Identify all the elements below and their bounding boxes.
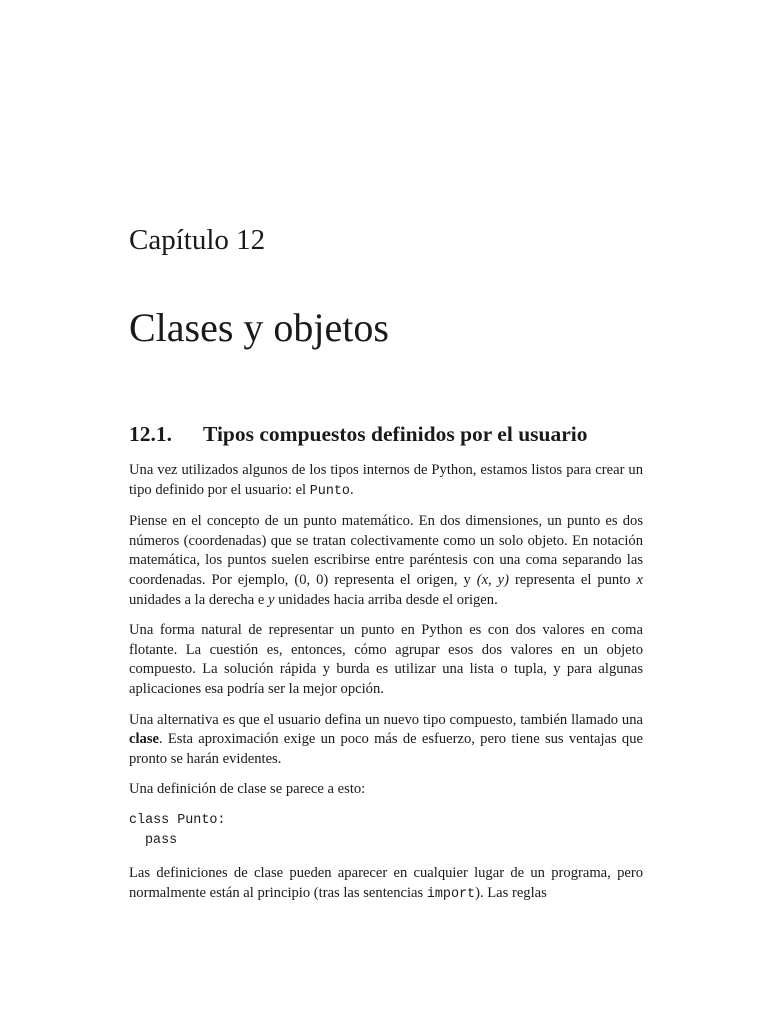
inline-code-punto: Punto: [309, 483, 350, 499]
paragraph-class-definition-intro: [129, 780, 643, 800]
section-title: Tipos compuestos definidos por el usuario: [203, 422, 588, 446]
text-run: . Esta aproximación exige un poco más de esfuerzo, pero tiene sus ventajas que pronto se harán evidentes.: [129, 731, 643, 767]
section-heading: [129, 419, 588, 449]
paragraph-representation: [129, 621, 643, 699]
text-run: ). Las reglas: [475, 884, 547, 901]
math-origin: (0, 0): [294, 571, 329, 588]
math-x: x: [636, 571, 643, 588]
text-run: Una alternativa es que el usuario defina un nuevo tipo compuesto, también llamado una: [129, 711, 643, 728]
paragraph-class-placement: [129, 864, 643, 904]
text-run: Una vez utilizados algunos de los tipos internos de Python, estamos listos para crear un tipo definido por el usuario: el: [129, 462, 643, 498]
paragraph-intro: [129, 461, 643, 501]
paragraph-point-concept: [129, 512, 643, 610]
code-line: class Punto:: [129, 812, 226, 828]
section-number: 12.1.: [129, 422, 172, 446]
text-run: representa el origen, y: [328, 571, 477, 588]
term-clase: clase: [129, 731, 159, 748]
paragraph-class-alternative: [129, 711, 643, 770]
text-run: unidades hacia arriba desde el origen.: [274, 591, 498, 608]
code-line: pass: [145, 832, 178, 848]
math-y: y: [267, 591, 275, 608]
text-run: Una forma natural de representar un punto en Python es con dos valores en coma flotante. La cuestión es, entonces, cómo agrupar esos dos valores en un objeto compuesto. La solución rápida y burda es utilizar una lista o tupla, y para algunas aplicaciones esa podría ser la mejor opción.: [129, 622, 643, 697]
text-run: Piense en el concepto de un punto matemático. En dos dimensiones, un punto es dos números (coordenadas) que se tratan colectivamente como un solo objeto. En notación matemática, los puntos suelen escribirse entre paréntesis con una coma separando las coordenadas. Por ejemplo,: [129, 513, 643, 588]
text-run: representa el punto: [509, 571, 637, 588]
chapter-title: Clases y objetos: [129, 305, 389, 350]
math-xy: (x, y): [476, 571, 509, 588]
text-run: Una definición de clase se parece a esto:: [129, 781, 366, 798]
text-run: Las definiciones de clase pueden aparecer en cualquier lugar de un programa, pero normalmente están al principio (tras las sentencias: [129, 864, 643, 901]
body-text: [129, 461, 643, 915]
chapter-label: Capítulo 12: [129, 224, 266, 256]
text-run: unidades a la derecha e: [129, 591, 268, 608]
text-run: .: [349, 481, 354, 498]
inline-code-import: import: [426, 886, 476, 902]
code-block: [129, 811, 643, 851]
